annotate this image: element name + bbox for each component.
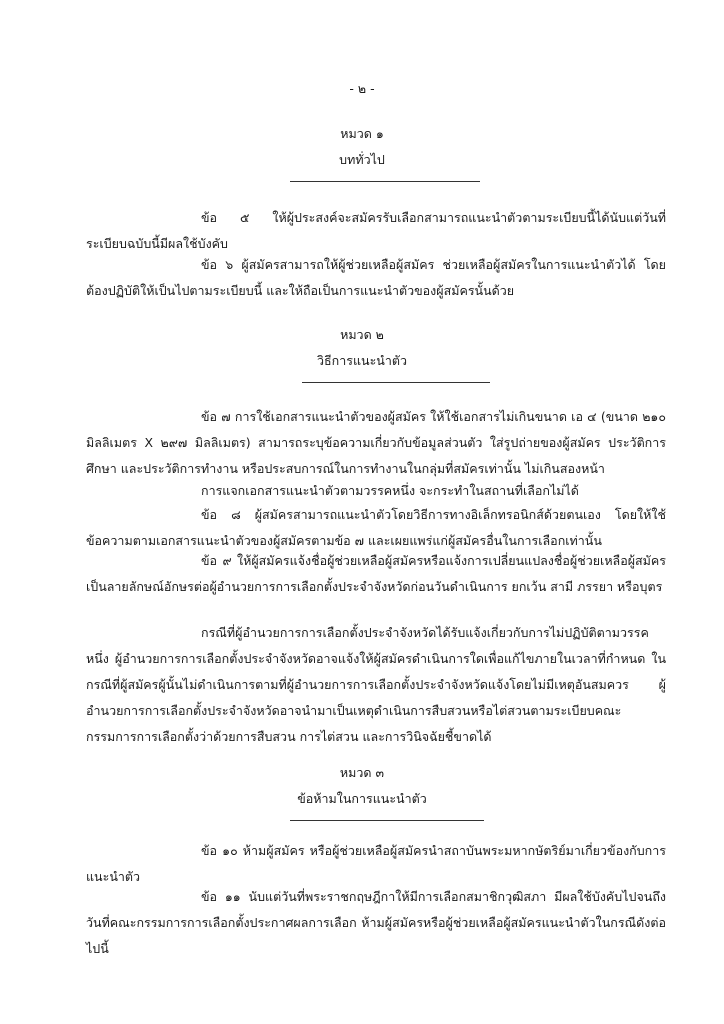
paragraph-article-6: ข้อ ๖ ผู้สมัครสามารถให้ผู้ช่วยเหลือผู้สมัคร ช่วยเหลือผู้สมัครในการแนะนำตัวได้ โดยต้องปฏิบัติให้เป็นไปตามระเบียบนี้ และให้ถือเป็นการแนะนำตัวของผู้สมัครนั้นด้วย [86,257,666,298]
paragraph-article-5: ข้อ ๕ ให้ผู้ประสงค์จะสมัครรับเลือกสามารถแนะนำตัวตามระเบียบนี้ได้นับแต่วันที่ระเบียบฉบับนี้มีผลใช้บังคับ [86,210,666,251]
chapter-1-number: หมวด ๑ [340,126,384,141]
chapter-3-divider [290,820,484,821]
chapter-1-title: บททั่วไป [339,152,385,167]
chapter-2-title: วิธีการแนะนำตัว [317,353,407,368]
chapter-3-number: หมวด ๓ [339,765,385,780]
paragraph-article-9: ข้อ ๙ ให้ผู้สมัครแจ้งชื่อผู้ช่วยเหลือผู้สมัครหรือแจ้งการเปลี่ยนแปลงชื่อผู้ช่วยเหลือผู้สมัคร เป็นลายลักษณ์อักษรต่อผู้อำนวยการการเลือกตั้งประจำจังหวัดก่อนวันดำเนินการ ยกเว้น สามี ภรรยา หรือบุตร [86,553,666,594]
paragraph-article-10: ข้อ ๑๐ ห้ามผู้สมัคร หรือผู้ช่วยเหลือผู้สมัครนำสถาบันพระมหากษัตริย์มาเกี่ยวข้องกับการแนะนำตัว [86,843,666,884]
page-number: - ๒ - [349,81,375,96]
paragraph-article-7-clause-2: การแจกเอกสารแนะนำตัวตามวรรคหนึ่ง จะกระทำในสถานที่เลือกไม่ได้ [201,483,579,498]
chapter-2-number: หมวด ๒ [340,327,384,342]
paragraph-article-7: ข้อ ๗ การใช้เอกสารแนะนำตัวของผู้สมัคร ให้ใช้เอกสารไม่เกินขนาด เอ ๔ (ขนาด ๒๑๐ มิลลิเมตร X ๒๙๗ มิลลิเมตร) สามารถระบุข้อความเกี่ยวกับข้อมูลส่วนตัว ใส่รูปถ่ายของผู้สมัคร ประวัติการศึกษา และประวัติการทำงาน หรือประสบการณ์ในการทำงานในกลุ่มที่สมัครเท่านั้น ไม่เกินสองหน้า [86,409,666,476]
paragraph-article-11: ข้อ ๑๑ นับแต่วันที่พระราชกฤษฎีกาให้มีการเลือกสมาชิกวุฒิสภา มีผลใช้บังคับไปจนถึงวันที่คณะกรรมการการเลือกตั้งประกาศผลการเลือก ห้ามผู้สมัครหรือผู้ช่วยเหลือผู้สมัครแนะนำตัวในกรณีดังต่อไปนี้ [86,889,666,956]
paragraph-article-9-clause-2: กรณีที่ผู้อำนวยการการเลือกตั้งประจำจังหวัดได้รับแจ้งเกี่ยวกับการไม่ปฏิบัติตามวรรคหนึ่ง ผู้อำนวยการการเลือกตั้งประจำจังหวัดอาจแจ้งให้ผู้สมัครดำเนินการใดเพื่อแก้ไขภายในเวลาที่กำหนด ในกรณีที่ผู้สมัครผู้นั้นไม่ดำเนินการตามที่ผู้อำนวยการการเลือกตั้งประจำจังหวัดแจ้งโดยไม่มีเหตุอันสมควร ผู้อำนวยการการเลือกตั้งประจำจังหวัดอาจนำมาเป็นเหตุดำเนินการสืบสวนหรือไต่สวนตามระเบียบคณะกรรมการการเลือกตั้งว่าด้วยการสืบสวน การไต่สวน และการวินิจฉัยชี้ขาดได้ [86,625,666,744]
chapter-3-title: ข้อห้ามในการแนะนำตัว [297,791,427,806]
paragraph-article-8: ข้อ ๘ ผู้สมัครสามารถแนะนำตัวโดยวิธีการทางอิเล็กทรอนิกส์ด้วยตนเอง โดยให้ใช้ข้อความตามเอกสารแนะนำตัวของผู้สมัครตามข้อ ๗ และเผยแพร่แก่ผู้สมัครอื่นในการเลือกเท่านั้น [86,507,666,548]
chapter-1-divider [290,181,480,182]
chapter-2-divider [302,382,490,383]
